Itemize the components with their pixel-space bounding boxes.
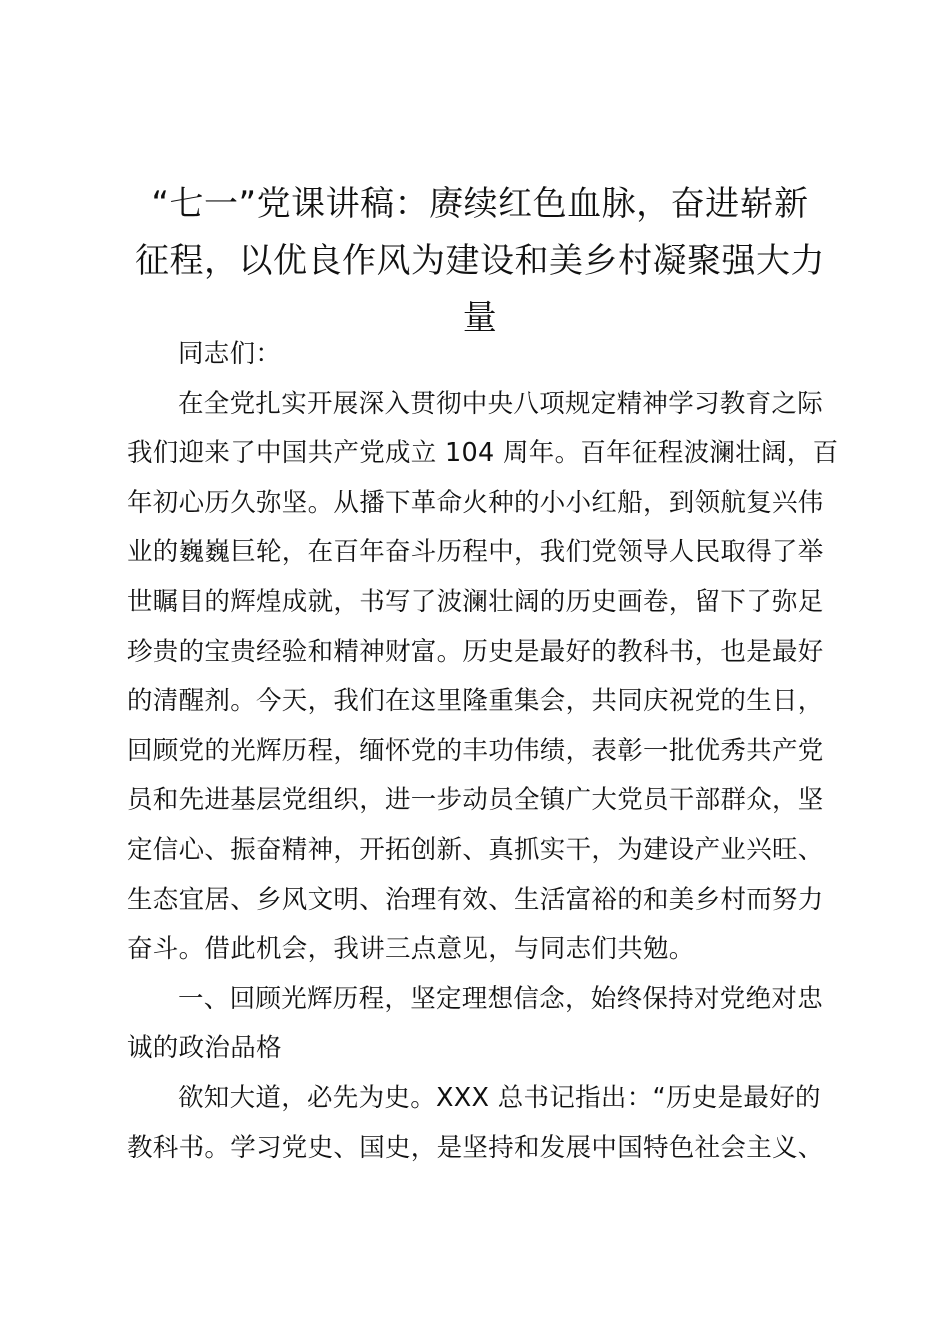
paragraph-line: 生态宜居、乡风文明、治理有效、生活富裕的和美乡村而努力 xyxy=(127,884,824,915)
title-line-2: 征程，以优良作风为建设和美乡村凝聚强大力 xyxy=(135,241,825,281)
section-heading-line: 一、回顾光辉历程，坚定理想信念，始终保持对党绝对忠 xyxy=(178,983,824,1014)
paragraph-section-1 xyxy=(127,1074,833,1173)
paragraph-line: 业的巍巍巨轮，在百年奋斗历程中，我们党领导人民取得了举 xyxy=(127,537,824,568)
paragraph-line: 的清醒剂。今天，我们在这里隆重集会，共同庆祝党的生日， xyxy=(127,686,824,717)
paragraph-line: 员和先进基层党组织，进一步动员全镇广大党员干部群众，坚 xyxy=(127,785,824,816)
title-line-3: 量 xyxy=(462,298,498,338)
salutation-text: 同志们： xyxy=(178,339,282,369)
paragraph-line: 教科书。学习党史、国史，是坚持和发展中国特色社会主义、 xyxy=(127,1132,824,1163)
paragraph-line: 在全党扎实开展深入贯彻中央八项规定精神学习教育之际 xyxy=(178,388,824,419)
title-line-1: “七一”党课讲稿：赓续红色血脉，奋进崭新 xyxy=(151,184,809,224)
paragraph-line: 定信心、振奋精神，开拓创新、真抓实干，为建设产业兴旺、 xyxy=(127,834,824,865)
paragraph-line: 回顾党的光辉历程，缅怀党的丰功伟绩，表彰一批优秀共产党 xyxy=(127,735,824,766)
paragraph-line: 珍贵的宝贵经验和精神财富。历史是最好的教科书，也是最好 xyxy=(127,636,824,667)
paragraph-line: 年初心历久弥坚。从播下革命火种的小小红船，到领航复兴伟 xyxy=(127,487,824,518)
document-body xyxy=(127,330,839,1173)
section-heading-line: 诚的政治品格 xyxy=(127,1033,282,1064)
salutation xyxy=(127,330,833,380)
paragraph-intro xyxy=(127,380,839,975)
section-heading-1 xyxy=(127,975,833,1074)
paragraph-line: 奋斗。借此机会，我讲三点意见，与同志们共勉。 xyxy=(127,934,695,965)
paragraph-line: 世瞩目的辉煌成就，书写了波澜壮阔的历史画卷，留下了弥足 xyxy=(127,586,824,617)
paragraph-line: 我们迎来了中国共产党成立 104 周年。百年征程波澜壮阔，百 xyxy=(127,438,839,469)
paragraph-line: 欲知大道，必先为史。XXX 总书记指出：“历史是最好的 xyxy=(178,1082,821,1113)
document-title xyxy=(120,176,840,347)
